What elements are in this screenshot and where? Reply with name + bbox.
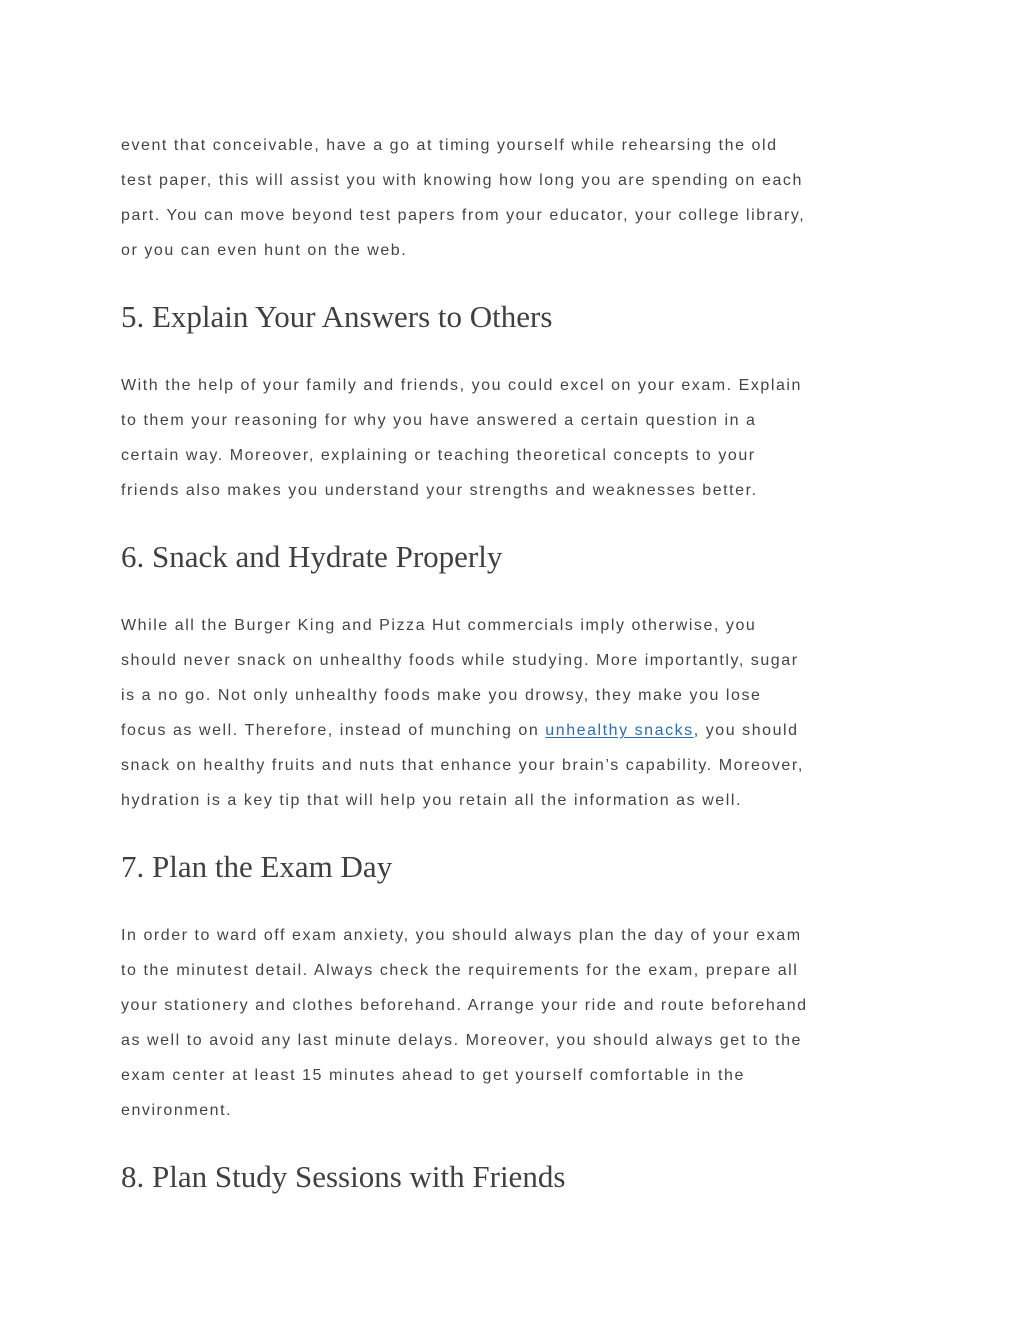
paragraph-line: friends also makes you understand your strengths and weaknesses better. [121, 482, 758, 499]
paragraph-line: to them your reasoning for why you have answered a certain question in a [121, 412, 757, 429]
paragraph-line: or you can even hunt on the web. [121, 242, 408, 259]
paragraph-line: In order to ward off exam anxiety, you should always plan the day of your exam [121, 927, 802, 944]
paragraph-line: certain way. Moreover, explaining or teaching theoretical concepts to your [121, 447, 756, 464]
section-heading-explain-answers: 5. Explain Your Answers to Others [121, 299, 553, 334]
paragraph-line: exam center at least 15 minutes ahead to get yourself comfortable in the [121, 1067, 745, 1084]
paragraph-line: hydration is a key tip that will help you retain all the information as well. [121, 792, 742, 809]
paragraph-line: snack on healthy fruits and nuts that enhance your brain’s capability. Moreover, [121, 757, 804, 774]
paragraph-line: While all the Burger King and Pizza Hut commercials imply otherwise, you [121, 617, 757, 634]
section-heading-plan-exam-day: 7. Plan the Exam Day [121, 849, 393, 884]
paragraph-line-with-link [121, 721, 799, 741]
paragraph-line: environment. [121, 1102, 233, 1119]
paragraph-line: part. You can move beyond test papers from your educator, your college library, [121, 207, 806, 224]
paragraph-line: as well to avoid any last minute delays. Moreover, you should always get to the [121, 1032, 802, 1049]
paragraph-line: test paper, this will assist you with knowing how long you are spending on each [121, 172, 803, 189]
link-line-prefix: focus as well. Therefore, instead of munching on [121, 722, 546, 739]
paragraph-line: With the help of your family and friends, you could excel on your exam. Explain [121, 377, 802, 394]
paragraph-line: event that conceivable, have a go at timing yourself while rehearsing the old [121, 137, 778, 154]
section-heading-study-sessions: 8. Plan Study Sessions with Friends [121, 1159, 566, 1194]
unhealthy-snacks-link[interactable]: unhealthy snacks [545, 722, 694, 739]
paragraph-line: to the minutest detail. Always check the requirements for the exam, prepare all [121, 962, 799, 979]
link-line-suffix: , you should [693, 722, 799, 739]
paragraph-line: should never snack on unhealthy foods while studying. More importantly, sugar [121, 652, 799, 669]
section-heading-snack-hydrate: 6. Snack and Hydrate Properly [121, 539, 503, 574]
paragraph-line: is a no go. Not only unhealthy foods make you drowsy, they make you lose [121, 687, 762, 704]
paragraph-line: your stationery and clothes beforehand. Arrange your ride and route beforehand [121, 997, 808, 1014]
